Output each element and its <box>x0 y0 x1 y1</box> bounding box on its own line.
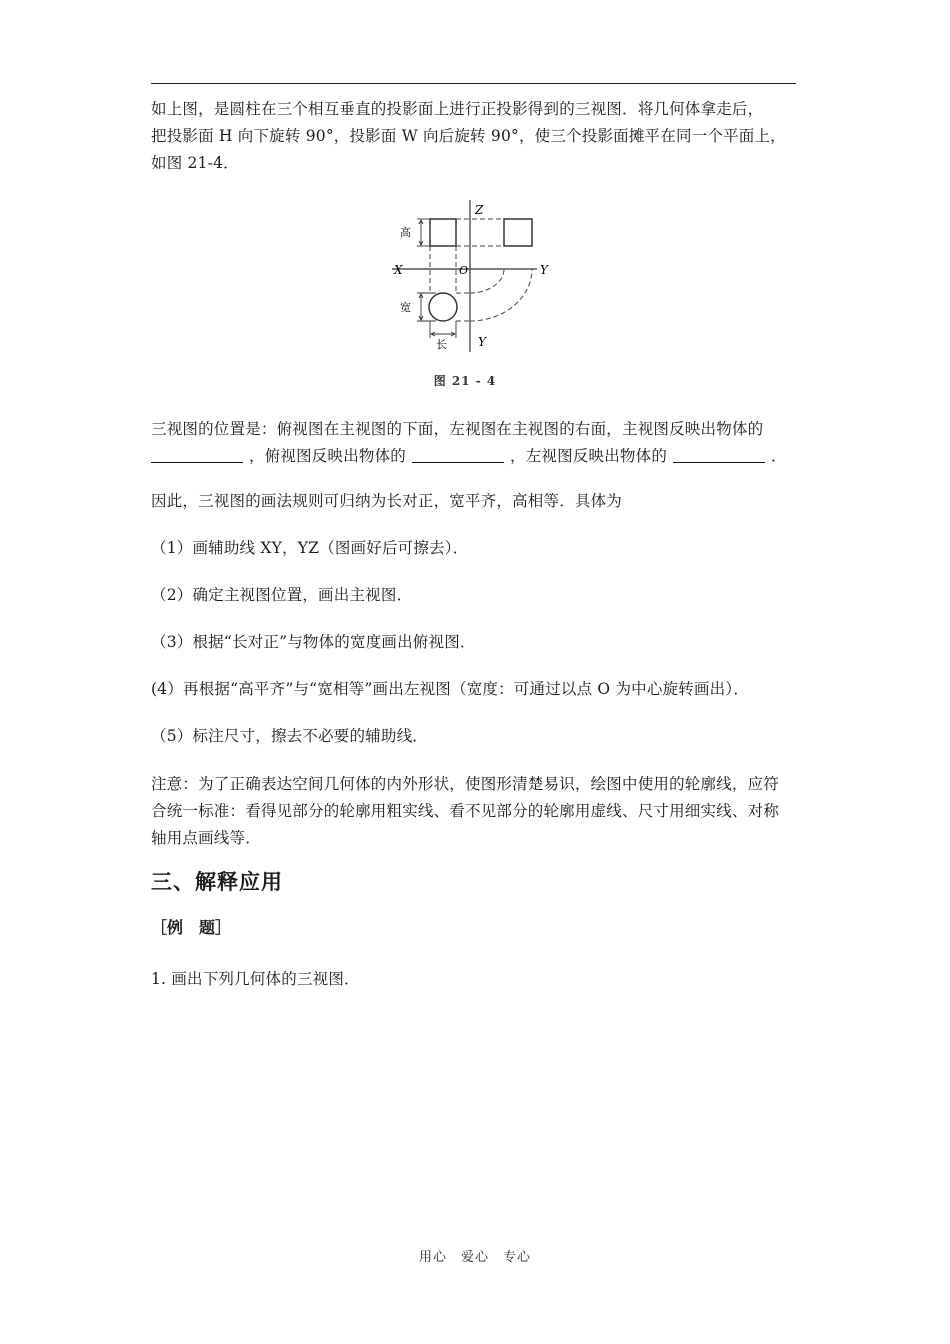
label-length: 长 <box>436 338 447 351</box>
rules-summary: 因此，三视图的画法规则可归纳为长对正，宽平齐，高相等．具体为 <box>151 492 623 510</box>
answer-blank-2[interactable] <box>412 446 504 463</box>
page-footer: 用心 爱心 专心 <box>418 1250 531 1265</box>
figure-caption: 图 21 - 4 <box>433 374 497 388</box>
label-z: Z <box>475 203 484 217</box>
intro-line-3: 如图 21-4． <box>151 154 239 172</box>
question-1: 1. 画出下列几何体的三视图． <box>151 970 360 988</box>
position-text-a: ，俯视图反映出物体的 <box>249 447 407 465</box>
label-y-right: Y <box>540 263 548 277</box>
rule-step-1: （1）画辅助线 XY，YZ（图画好后可擦去）． <box>151 539 469 557</box>
rule-step-3: （3）根据“长对正”与物体的宽度画出俯视图． <box>151 633 476 651</box>
intro-line-1: 如上图，是圆柱在三个相互垂直的投影面上进行正投影得到的三视图．将几何体拿走后， <box>151 100 764 118</box>
label-height: 高 <box>400 226 411 239</box>
section-heading: 三、解释应用 <box>151 870 283 894</box>
header-rule <box>151 83 796 84</box>
position-text-b: ，左视图反映出物体的 <box>510 447 668 465</box>
rule-step-5: （5）标注尺寸，擦去不必要的辅助线． <box>151 727 428 745</box>
position-text-c: ． <box>771 447 787 465</box>
position-line-1: 三视图的位置是：俯视图在主视图的下面，左视图在主视图的右面，主视图反映出物体的 <box>151 420 764 438</box>
label-y-bottom: Y <box>478 335 486 349</box>
rule-step-2: （2）确定主视图位置，画出主视图． <box>151 586 413 604</box>
answer-blank-3[interactable] <box>673 446 765 463</box>
label-width: 宽 <box>400 301 411 314</box>
answer-blank-1[interactable] <box>151 446 243 463</box>
example-tag: ［例 题］ <box>151 918 232 937</box>
position-line-2 <box>151 443 799 470</box>
note-line-2: 合统一标准：看得见部分的轮廓用粗实线、看不见部分的轮廓用虚线、尺寸用细实线、对称 <box>151 802 780 820</box>
label-x: X <box>394 263 403 277</box>
note-line-1: 注意：为了正确表达空间几何体的内外形状，使图形清楚易识，绘图中使用的轮廓线，应符 <box>151 775 780 793</box>
intro-line-2: 把投影面 H 向下旋转 90°，投影面 W 向后旋转 90°，使三个投影面摊平在同一个平面上， <box>151 127 786 145</box>
label-o: O <box>459 264 469 277</box>
note-line-3: 轴用点画线等． <box>151 829 261 847</box>
three-view-figure <box>392 196 562 396</box>
rule-step-4: (4）再根据“高平齐”与“宽相等”画出左视图（宽度：可通过以点 O 为中心旋转画出）． <box>151 680 750 698</box>
